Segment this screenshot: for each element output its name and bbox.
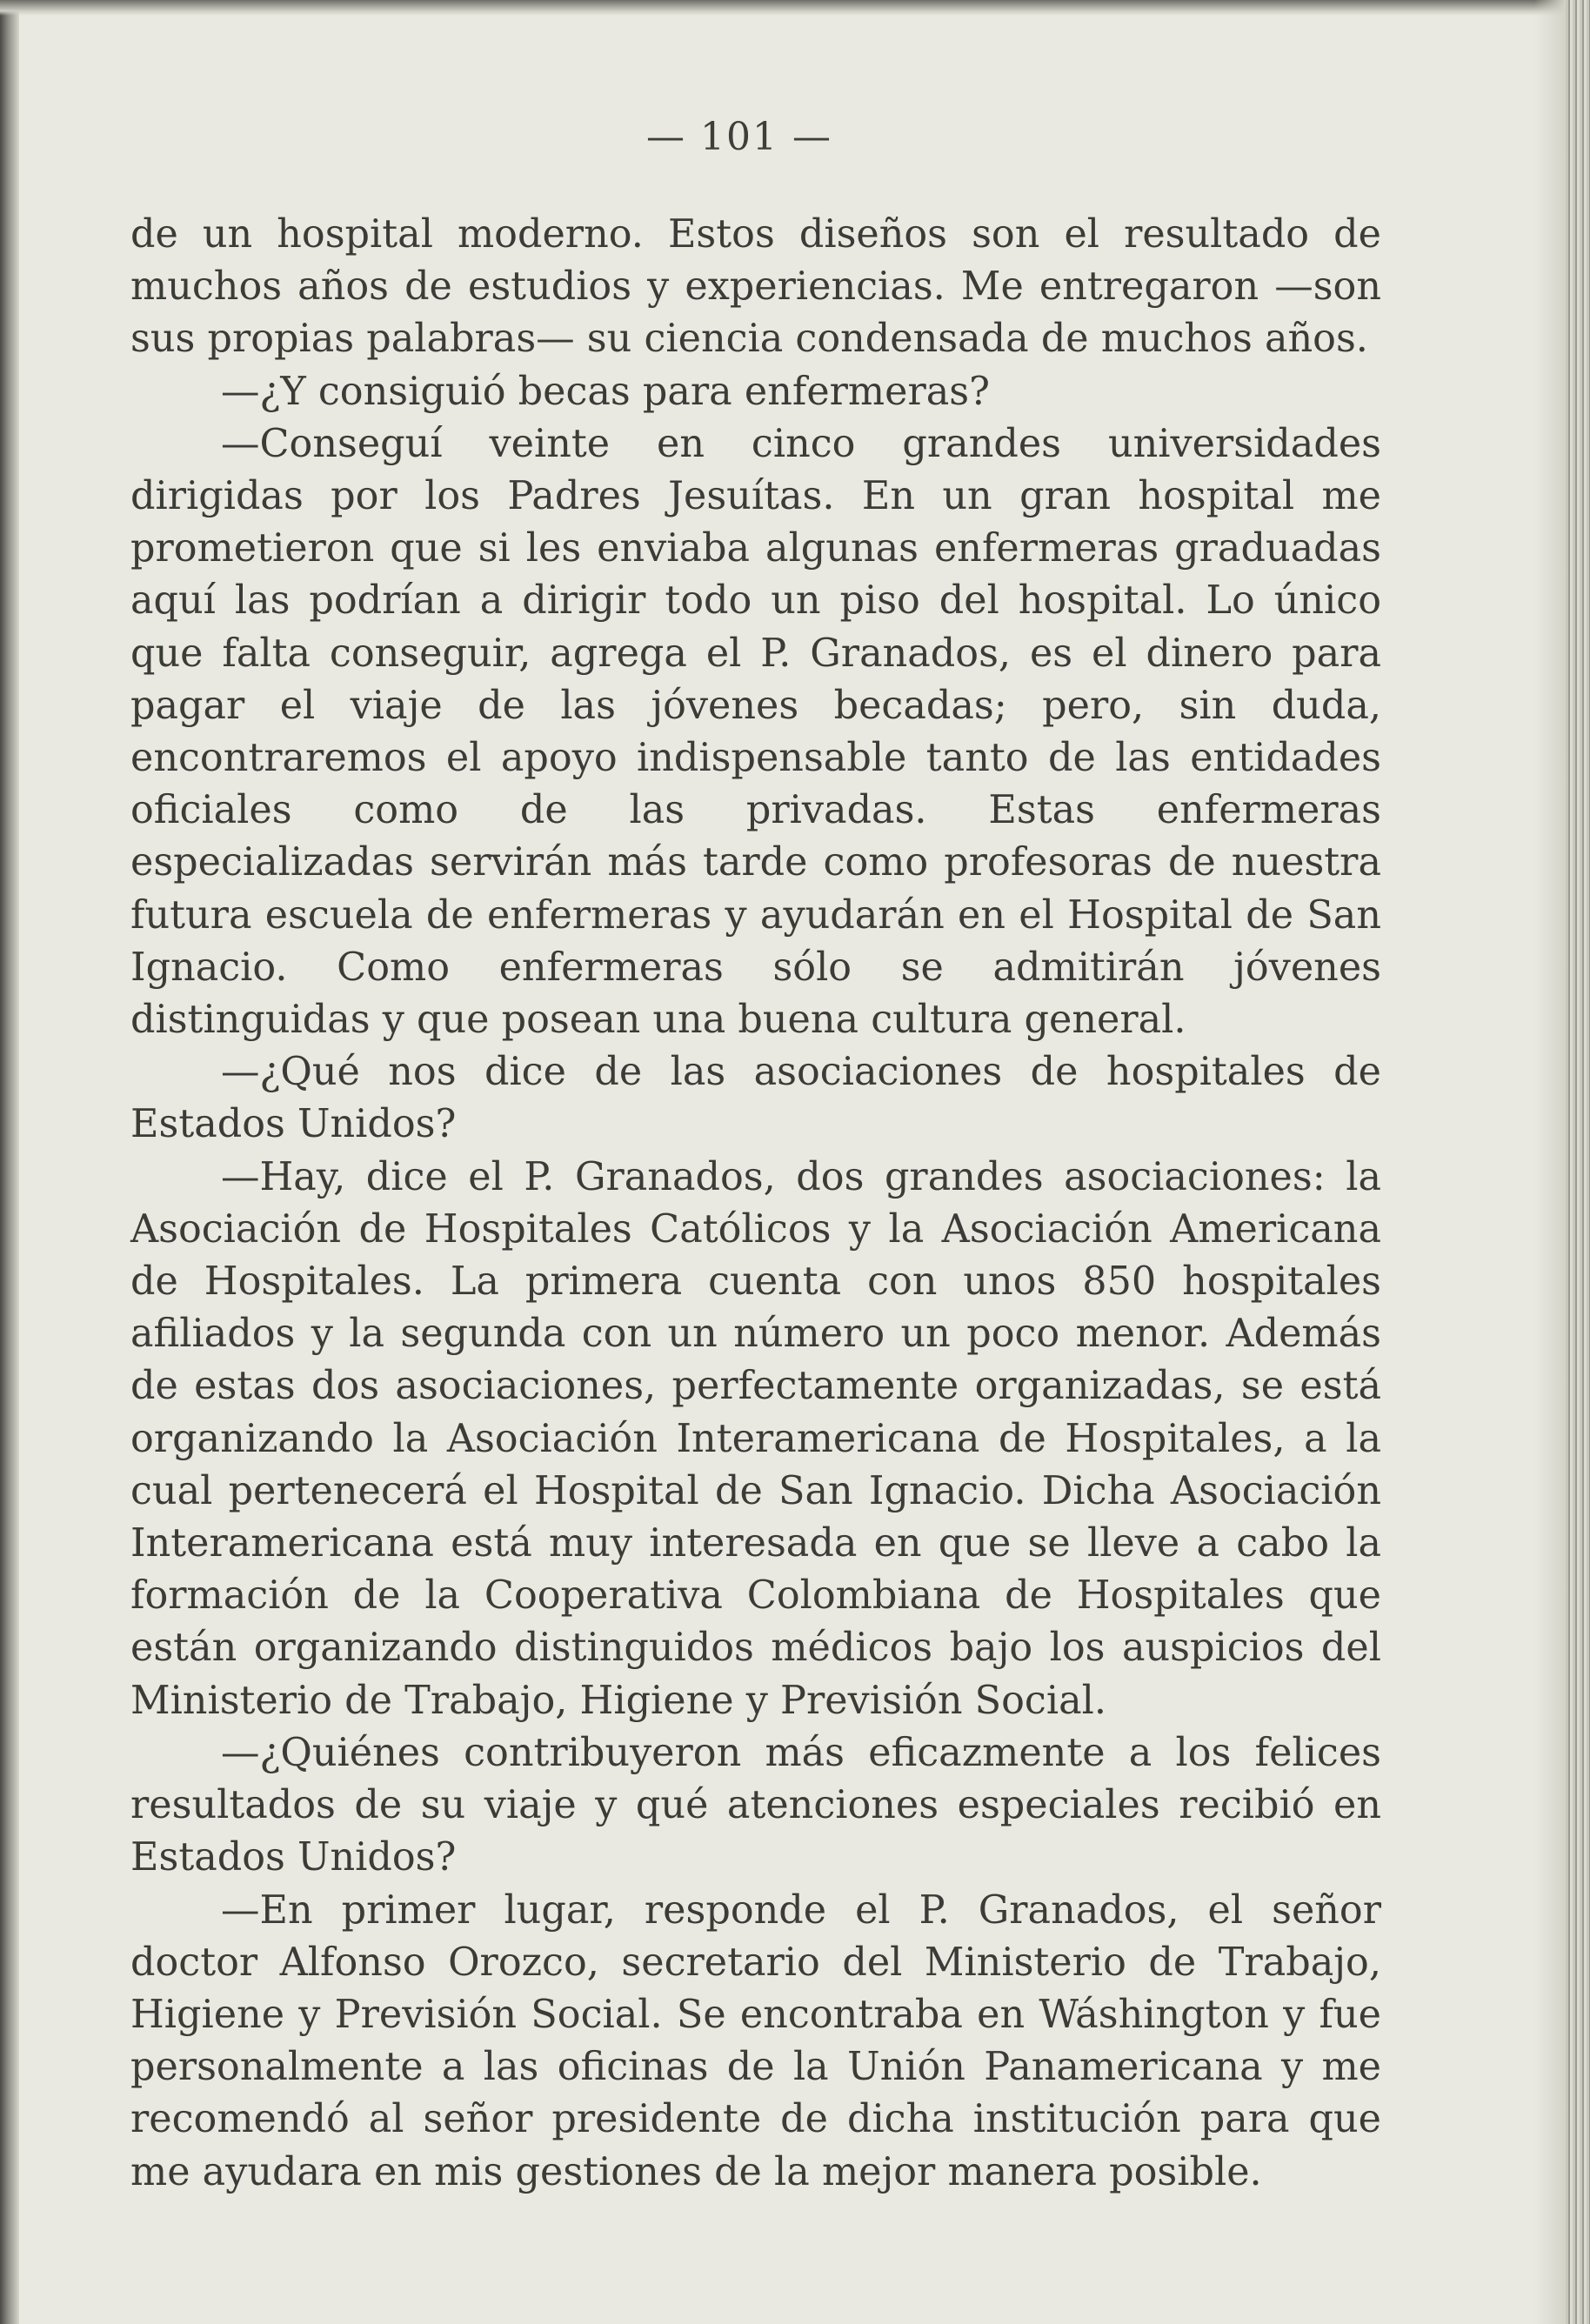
page-number: — 101 — bbox=[646, 115, 832, 159]
page-stack-edge bbox=[1566, 0, 1590, 2324]
paragraph: —Hay, dice el P. Granados, dos grandes asociaciones: la Asociación de Hospitales Católicos y la Asociación Americana de Hospitales. La primera cuenta con unos 850 hospitales afiliados y la segunda con un número un poco menor. Además de estas dos asociaciones, perfectamente organizadas, se está organizando la Asociación Interamericana de Hospitales, a la cual pertenecerá el Hospital de San Ignacio. Dicha Asociación Interamericana está muy interesada en que se lleve a cabo la formación de la Cooperativa Colombiana de Hospitales que están organizando distinguidos médicos bajo los auspicios del Ministerio de Trabajo, Higiene y Previsión Social. bbox=[130, 1154, 1381, 1723]
paragraph: —Conseguí veinte en cinco grandes universidades dirigidas por los Padres Jesuítas. En un gran hospital me prometieron que si les enviaba algunas enfermeras graduadas aquí las podrían a dirigir todo un piso del hospital. Lo único que falta conseguir, agrega el P. Granados, es el dinero para pagar el viaje de las jóvenes becadas; pero, sin duda, encontraremos el apoyo indispensable tanto de las entidades oficiales como de las privadas. Estas enfermeras especializadas servirán más tarde como profesoras de nuestra futura escuela de enfermeras y ayudarán en el Hospital de San Ignacio. Como enfermeras sólo se admitirán jóvenes distinguidas y que posean una buena cultura general. bbox=[130, 421, 1381, 1043]
paragraph: —En primer lugar, responde el P. Granados, el señor doctor Alfonso Orozco, secretario del Ministerio de Trabajo, Higiene y Previsión Social. Se encontraba en Wáshington y fue personalmente a las oficinas de la Unión Panamericana y me recomendó al señor presidente de dicha institución para que me ayudara en mis gestiones de la mejor manera posible. bbox=[130, 1887, 1381, 2194]
paragraph: de un hospital moderno. Estos diseños son el resultado de muchos años de estudios y experiencias. Me entregaron —son sus propias palabras— su ciencia condensada de muchos años. bbox=[130, 212, 1381, 362]
body-text bbox=[130, 209, 1381, 2199]
right-edge-shade bbox=[1534, 0, 1566, 2324]
top-edge-shadow bbox=[0, 0, 1590, 16]
paragraph: —¿Quiénes contribuyeron más eficazmente a los felices resultados de su viaje y qué atenciones especiales recibió en Estados Unidos? bbox=[130, 1730, 1381, 1880]
binding-shadow bbox=[0, 0, 19, 2324]
paragraph: —¿Y consiguió becas para enfermeras? bbox=[221, 369, 990, 414]
paragraph: —¿Qué nos dice de las asociaciones de hospitales de Estados Unidos? bbox=[130, 1050, 1381, 1147]
